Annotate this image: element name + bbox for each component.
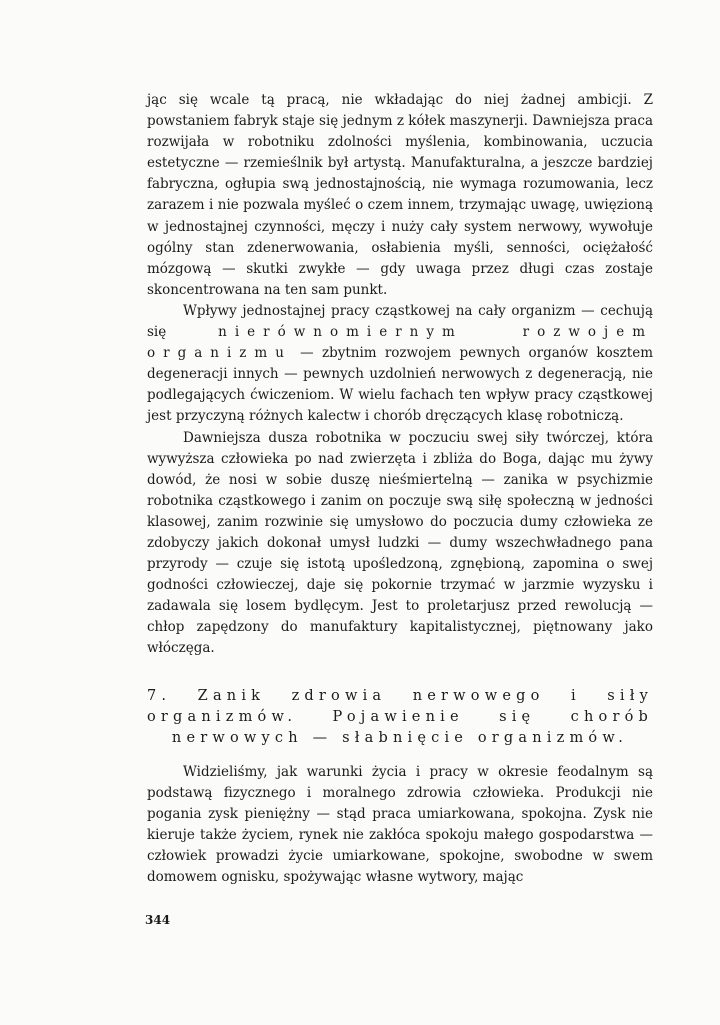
main-text-block	[147, 90, 653, 660]
section-text-block	[147, 762, 653, 889]
paragraph-2-start: Wpływy jednostajnej pracy cząstkowej na cały organizm — cechują się	[147, 302, 653, 341]
section-heading: 7. Zanik zdrowia nerwowego i siły organizmów. Pojawienie się chorób nerwowych — słabnięcie organizmów.	[147, 688, 653, 746]
paragraph-1: jąc się wcale tą pracą, nie wkładając do niej żadnej ambicji. Z powstaniem fabryk staje się jednym z kółek maszynerji. Dawniejsza praca rozwijała w robotniku zdolności myślenia, kombinowania, uczucia estetyczne — rzemieślnik był artystą. Manufakturalna, a jeszcze bardziej fabryczna, ogłupia swą jednostajnością, nie wymaga rozumowania, lecz zarazem i nie pozwala myśleć o czem innem, trzymając uwagę, uwięzioną w jednostajnej czynności, męczy i nuży cały system nerwowy, wywołuje ogólny stan zdenerwowania, osłabienia myśli, senności, ociężałość mózgową — skutki zwykłe — gdy uwaga przez długi czas zostaje skoncentrowana na ten sam punkt.	[147, 92, 653, 298]
paragraph-3: Dawniejsza dusza robotnika w poczuciu swej siły twórczej, która wywyższa człowieka po nad zwierzęta i zbliża do Boga, dając mu żywy dowód, że nosi w sobie duszę nieśmiertelną — zanika w psychizmie robotnika cząstkowego i zanim on poczuje swą siłę społeczną w jedności klasowej, zanim rozwinie się umysłowo do poczucia dumy człowieka ze zdobyczy jakich dokonał umysł ludzki — dumy wszechwładnego pana przyrody — czuje się istotą upośledzoną, zgnębioną, zapomina o swej godności człowieczej, daje się pokornie trzymać w jarzmie wyzysku i zadawala się losem bydlęcym. Jest to proletarjusz przed rewolucją — chłop zapędzony do manufaktury kapitalistycznej, piętnowany jako włóczęga.	[147, 429, 653, 657]
paragraph-2	[147, 301, 653, 428]
paragraph-2-end: — zbytnim rozwojem pewnych organów kosztem degeneracji innych — pewnych uzdolnień nerwowych z degeneracją, nie podlegających ćwiczeniom. W wielu fachach ten wpływ pracy cząstkowej jest przyczyną różnych kalectw i chorób dręczących klasę robotniczą.	[147, 345, 653, 425]
emphasized-phrase: nierównomiernym rozwojem organizmu	[147, 324, 653, 362]
page-number: 344	[145, 913, 171, 927]
paragraph-4: Widzieliśmy, jak warunki życia i pracy w okresie feodalnym są podstawą fizycznego i moralnego zdrowia człowieka. Produkcji nie pogania zysk pieniężny — stąd praca umiarkowana, spokojna. Zysk nie kieruje także życiem, rynek nie zakłóca spokoju małego gospodarstwa — człowiek prowadzi życie umiarkowane, spokojne, swobodne w swem domowem ognisku, spożywając własne wytwory, mając	[147, 764, 653, 886]
